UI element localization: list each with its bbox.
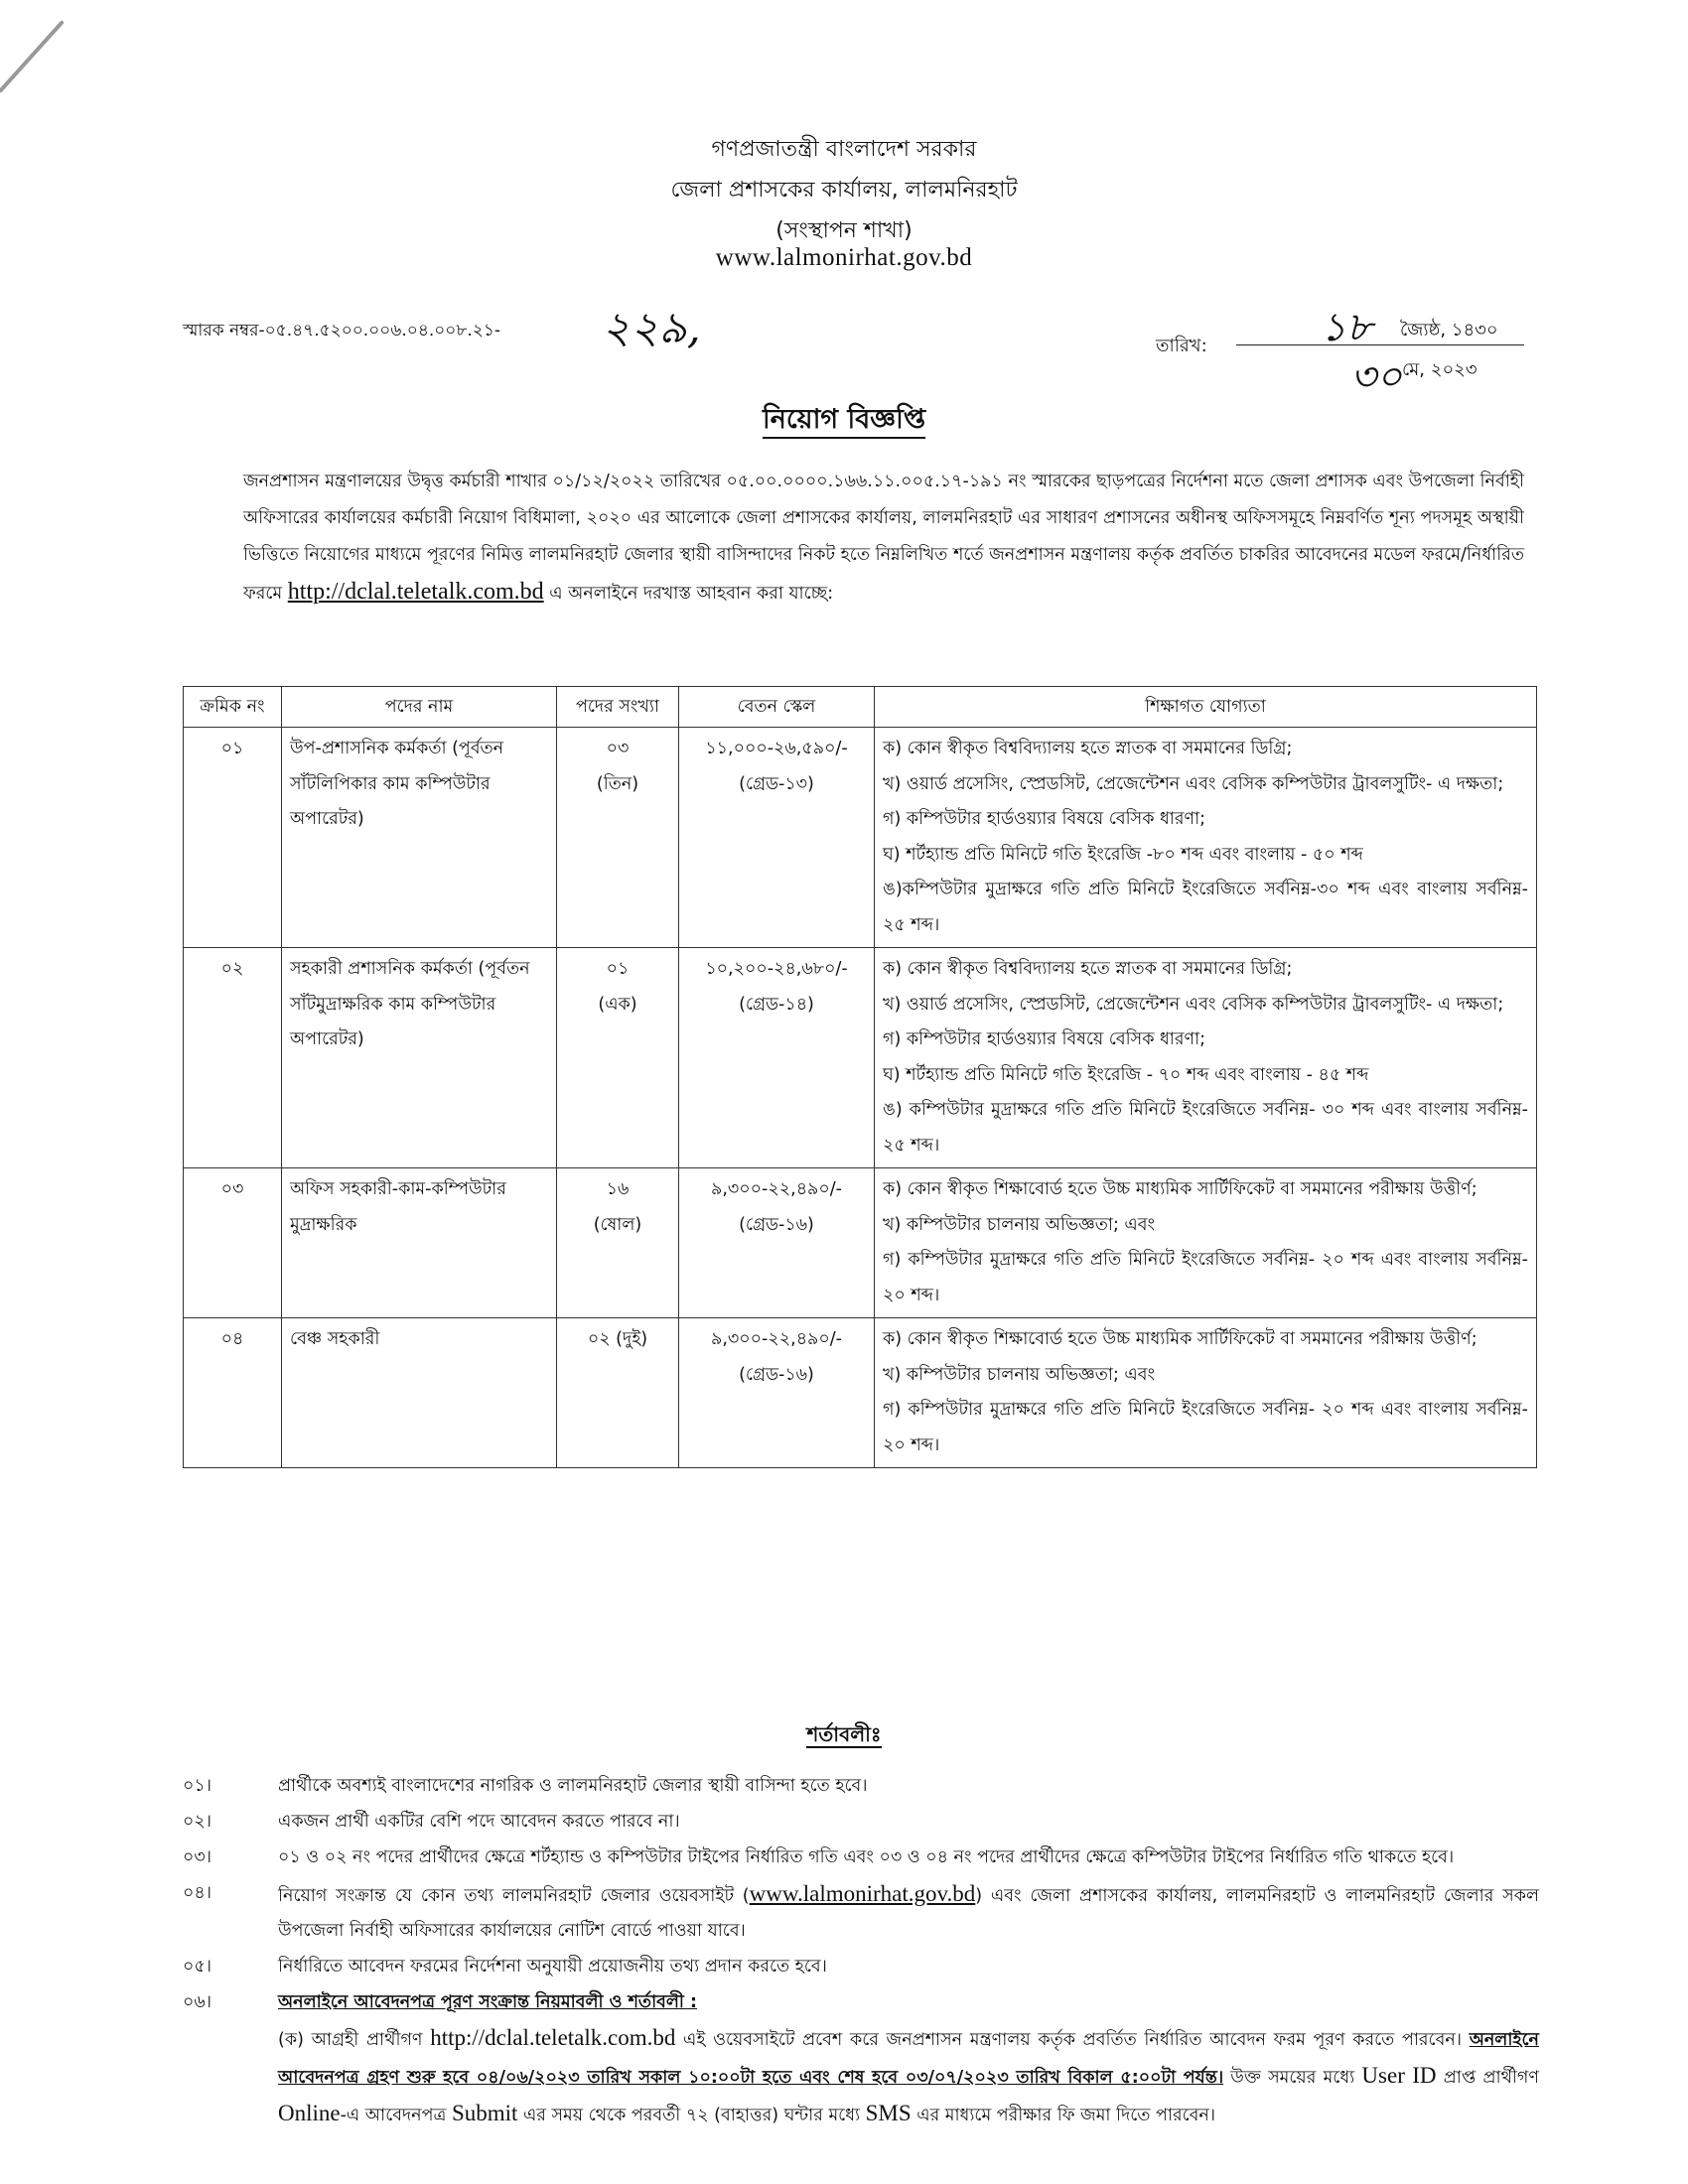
table-row [184,1168,1537,1318]
pay-scale: ১০,২০০-২৪,৬৮০/- [705,959,848,979]
rule-text: -এ আবেদনপত্র [340,2106,452,2125]
cell-serial: ০২ [184,948,282,1168]
rule-text: প্রাপ্ত প্রার্থীগণ [1436,2068,1539,2088]
teletalk-link[interactable]: http://dclal.teletalk.com.bd [430,2025,676,2050]
col-qualification: শিক্ষাগত যোগ্যতা [875,687,1537,728]
pay-grade: (গ্রেড-১৪) [739,994,814,1015]
condition-number: ০৩। [183,1847,212,1867]
intro-tail: এ অনলাইনে দরখাস্ত আহবান করা যাচ্ছে: [543,584,834,604]
condition-number: ০৪। [183,1883,211,1903]
count-words: (তিন) [596,773,639,794]
rule-term: Online [278,2101,341,2125]
condition-number: ০৬। [183,1992,212,2012]
condition-number: ০১। [183,1776,211,1796]
date-label: তারিখ: [1156,336,1207,356]
rule-text: এর সময় থেকে পরবর্তী ৭২ (বাহাত্তর) ঘন্টার মধ্যে [517,2106,866,2125]
qualification-item: ক) কোন স্বীকৃত শিক্ষাবোর্ড হতে উচ্চ মাধ্যমিক সার্টিফিকেট বা সমমানের পরীক্ষায় উত্তীর্ণ; [883,1179,1477,1199]
pay-grade: (গ্রেড-১৬) [739,1214,814,1235]
condition-number: ০২। [183,1812,212,1832]
condition-item [183,1841,1539,1875]
condition-number: ০৫। [183,1957,211,1977]
conditions-list [183,1769,1539,2134]
cell-qualification [875,1318,1537,1468]
cell-post: উপ-প্রশাসনিক কর্মকর্তা (পূর্বতন সাঁটলিপিকার কাম কম্পিউটার অপারেটর) [282,728,557,948]
conditions-title: শর্তাবলীঃ [806,1722,882,1746]
condition-text: ) এবং জেলা প্রশাসকের কার্যালয়, লালমনিরহাট ও লালমনিরহাট জেলার সকল উপজেলা নির্বাহী অফিসারের কার্যালয়ের নোটিশ বোর্ডে পাওয়া যাবে। [278,1886,1539,1941]
staple-mark [0,20,65,93]
cell-pay [679,728,875,948]
cell-serial: ০৩ [184,1168,282,1318]
date-bangla: জ্যৈষ্ঠ, ১৪৩০ [1400,320,1498,341]
cell-qualification [875,728,1537,948]
col-serial: ক্রমিক নং [184,687,282,728]
memo-number: স্মারক নম্বর-০৫.৪৭.৫২০০.০০৬.০৪.০০৮.২১- [183,321,501,341]
col-pay: বেতন স্কেল [679,687,875,728]
qualification-item: খ) ওয়ার্ড প্রসেসিং, স্প্রেডসিট, প্রেজেন্টেশন এবং বেসিক কম্পিউটার ট্রাবলসুটিং- এ দক্ষতা; [883,994,1504,1015]
application-deadline: অনলাইনে আবেদনপত্র গ্রহণ শুরু হবে ০৪/০৬/২০২৩ তারিখ সকাল ১০:০০টা হতে এবং শেষ হবে ০৩/০৭/২০২৩ তারিখ বিকাল ৫:০০টা পর্যন্ত। [278,2030,1539,2088]
qualification-item: ঙ)কম্পিউটার মুদ্রাক্ষরে গতি প্রতি মিনিটে ইংরেজিতে সর্বনিম্ন-৩০ শব্দ এবং বাংলায় সর্বনিম্ন- ২৫ শব্দ। [883,880,1528,935]
cell-pay [679,1168,875,1318]
rule-term: User ID [1361,2063,1437,2088]
table-body [184,728,1537,1468]
qualification-item: ক) কোন স্বীকৃত বিশ্ববিদ্যালয় হতে স্নাতক বা সমমানের ডিগ্রি; [883,959,1293,979]
posts-table [183,686,1537,1468]
table-row [184,1318,1537,1468]
qualification-item: গ) কম্পিউটার হার্ডওয়্যার বিষয়ে বেসিক ধারণা; [883,809,1206,829]
cell-pay [679,948,875,1168]
condition-item [183,1985,1539,2133]
cell-post: বেঞ্চ সহকারী [282,1318,557,1468]
rule-text: উক্ত সময়ের মধ্যে [1223,2068,1362,2088]
col-post: পদের নাম [282,687,557,728]
qualification-item: গ) কম্পিউটার হার্ডওয়্যার বিষয়ে বেসিক ধারণা; [883,1029,1206,1049]
count-number: ১৬ [606,1179,630,1199]
date-hand-day-bangla: ১৮ [1321,305,1372,350]
rule-text: (ক) আগ্রহী প্রার্থীগণ [278,2030,431,2050]
qualification-item: ক) কোন স্বীকৃত বিশ্ববিদ্যালয় হতে স্নাতক বা সমমানের ডিগ্রি; [883,739,1293,758]
cell-qualification [875,948,1537,1168]
pay-scale: ৯,৩০০-২২,৪৯০/- [711,1329,842,1349]
rule-term: SMS [865,2101,912,2125]
cell-serial: ০১ [184,728,282,948]
rule-term: Submit [451,2101,518,2125]
condition-text: প্রার্থীকে অবশ্যই বাংলাদেশের নাগরিক ও লালমনিরহাট জেলার স্থায়ী বাসিন্দা হতে হবে। [278,1776,868,1796]
condition-item [183,1876,1539,1949]
date-hand-day-english: ৩০ [1350,354,1403,400]
table-row [184,948,1537,1168]
condition-item [183,1805,1539,1840]
cell-pay [679,1318,875,1468]
cell-count [557,948,679,1168]
qualification-item: খ) ওয়ার্ড প্রসেসিং, স্প্রেডসিট, প্রেজেন্টেশন এবং বেসিক কম্পিউটার ট্রাবলসুটিং- এ দক্ষতা; [883,773,1504,794]
count-words: (এক) [598,994,637,1015]
cell-serial: ০৪ [184,1318,282,1468]
condition-item [183,1769,1539,1804]
qualification-item: গ) কম্পিউটার মুদ্রাক্ষরে গতি প্রতি মিনিটে ইংরেজিতে সর্বনিম্ন- ২০ শব্দ এবং বাংলায় সর্বনিম্ন- ২০ শব্দ। [883,1250,1528,1305]
intro-text: জনপ্রশাসন মন্ত্রণালয়ের উদ্বৃত্ত কর্মচারী শাখার ০১/১২/২০২২ তারিখের ০৫.০০.০০০০.১৬৬.১১.০০৫.১৭-১৯১ নং স্মারকের ছাড়পত্রের নির্দেশনা মতে জেলা প্রশাসক এবং উপজেলা নির্বাহী অফিসারের কার্যালয়ের কর্মচারী নিয়োগ বিধিমালা, ২০২০ এর আলোকে জেলা প্রশাসকের কার্যালয়, লালমনিরহাট এর সাধারণ প্রশাসনের অধীনস্থ অফিসসমূহে নিম্নবর্ণিত শূন্য পদসমূহ অস্থায়ী ভিত্তিতে নিয়োগের মাধ্যমে পূরণের নিমিত্ত লালমনিরহাট জেলার স্থায়ী বাসিন্দাদের নিকট হতে নিম্নলিখিত শর্তে জনপ্রশাসন মন্ত্রণালয় কর্তৃক প্রবর্তিত চাকরির আবেদনের মডেল ফরমে/নির্ধারিত ফরমে [243,472,1524,604]
cell-post: অফিস সহকারী-কাম-কম্পিউটার মুদ্রাক্ষরিক [282,1168,557,1318]
notice-title: নিয়োগ বিজ্ঞপ্তি [0,399,1688,444]
qualification-item: ঘ) শর্টহ্যান্ড প্রতি মিনিটে গতি ইংরেজি - ৭০ শব্দ এবং বাংলায় - ৪৫ শব্দ [883,1064,1369,1085]
district-website-link[interactable]: www.lalmonirhat.gov.bd [749,1881,976,1906]
condition-text: নিয়োগ সংক্রান্ত যে কোন তথ্য লালমনিরহাট জেলার ওয়েবসাইট ( [278,1886,750,1906]
cell-qualification [875,1168,1537,1318]
online-rules-heading: অনলাইনে আবেদনপত্র পূরণ সংক্রান্ত নিয়মাবলী ও শর্তাবলী : [278,1992,698,2012]
memo-handwritten-number: ২২৯, [602,303,701,353]
online-rules-text [278,2020,1539,2133]
header-section: (সংস্থাপন শাখা) [775,218,913,243]
qualification-item: গ) কম্পিউটার মুদ্রাক্ষরে গতি প্রতি মিনিটে ইংরেজিতে সর্বনিম্ন- ২০ শব্দ এবং বাংলায় সর্বনিম্ন- ২০ শব্দ। [883,1400,1528,1455]
pay-grade: (গ্রেড-১৩) [739,773,814,794]
condition-text: একজন প্রার্থী একটির বেশি পদে আবেদন করতে পারবে না। [278,1812,680,1832]
condition-text: নির্ধারিতে আবেদন ফরমের নির্দেশনা অনুযায়ী প্রয়োজনীয় তথ্য প্রদান করতে হবে। [278,1957,827,1977]
count-number: ০১ [606,959,630,979]
condition-item [183,1950,1539,1984]
condition-text: ০১ ও ০২ নং পদের প্রার্থীদের ক্ষেত্রে শর্টহ্যান্ড ও কম্পিউটার টাইপের নির্ধারিত গতি এবং ০৩ ও ০৪ নং পদের প্রার্থীদের ক্ষেত্রে কম্পিউটার টাইপের নির্ধারিত গতি থাকতে হবে। [278,1847,1455,1867]
header-office: জেলা প্রশাসকের কার্যালয়, লালমনিরহাট [670,178,1018,203]
col-count: পদের সংখ্যা [557,687,679,728]
cell-count [557,1318,679,1468]
qualification-item: ক) কোন স্বীকৃত শিক্ষাবোর্ড হতে উচ্চ মাধ্যমিক সার্টিফিকেট বা সমমানের পরীক্ষায় উত্তীর্ণ; [883,1329,1477,1349]
header-government: গণপ্রজাতন্ত্রী বাংলাদেশ সরকার [711,137,977,162]
header-website[interactable]: www.lalmonirhat.gov.bd [715,244,973,271]
intro-paragraph [243,464,1524,613]
cell-post: সহকারী প্রশাসনিক কর্মকর্তা (পূর্বতন সাঁটমুদ্রাক্ষরিক কাম কম্পিউটার অপারেটর) [282,948,557,1168]
count-number: ০২ (দুই) [587,1329,648,1349]
qualification-item: ঘ) শর্টহ্যান্ড প্রতি মিনিটে গতি ইংরেজি -৮০ শব্দ এবং বাংলায় - ৫০ শব্দ [883,844,1363,865]
rule-text: এর মাধ্যমে পরীক্ষার ফি জমা দিতে পারবেন। [911,2106,1216,2125]
date-english: মে, ২০২৩ [1402,359,1477,380]
pay-scale: ১১,০০০-২৬,৫৯০/- [705,739,848,758]
table-row [184,728,1537,948]
qualification-item: খ) কম্পিউটার চালনায় অভিজ্ঞতা; এবং [883,1364,1155,1385]
application-url-link[interactable]: http://dclal.teletalk.com.bd [287,579,544,605]
cell-count [557,728,679,948]
count-number: ০৩ [606,739,630,758]
qualification-item: ঙ) কম্পিউটার মুদ্রাক্ষরে গতি প্রতি মিনিটে ইংরেজিতে সর্বনিম্ন- ৩০ শব্দ এবং বাংলায় সর্বনিম্ন- ২৫ শব্দ। [883,1100,1528,1156]
pay-grade: (গ্রেড-১৬) [739,1364,814,1385]
qualification-item: খ) কম্পিউটার চালনায় অভিজ্ঞতা; এবং [883,1214,1155,1235]
rule-text: এই ওয়েবসাইটে প্রবেশ করে জনপ্রশাসন মন্ত্রণালয় কর্তৃক প্রবর্তিত নির্ধারিত আবেদন ফরম পূরণ করতে পারবেন। [675,2030,1470,2050]
cell-count [557,1168,679,1318]
table-header-row [184,687,1537,728]
count-words: (ষোল) [593,1214,642,1235]
pay-scale: ৯,৩০০-২২,৪৯০/- [711,1179,842,1199]
